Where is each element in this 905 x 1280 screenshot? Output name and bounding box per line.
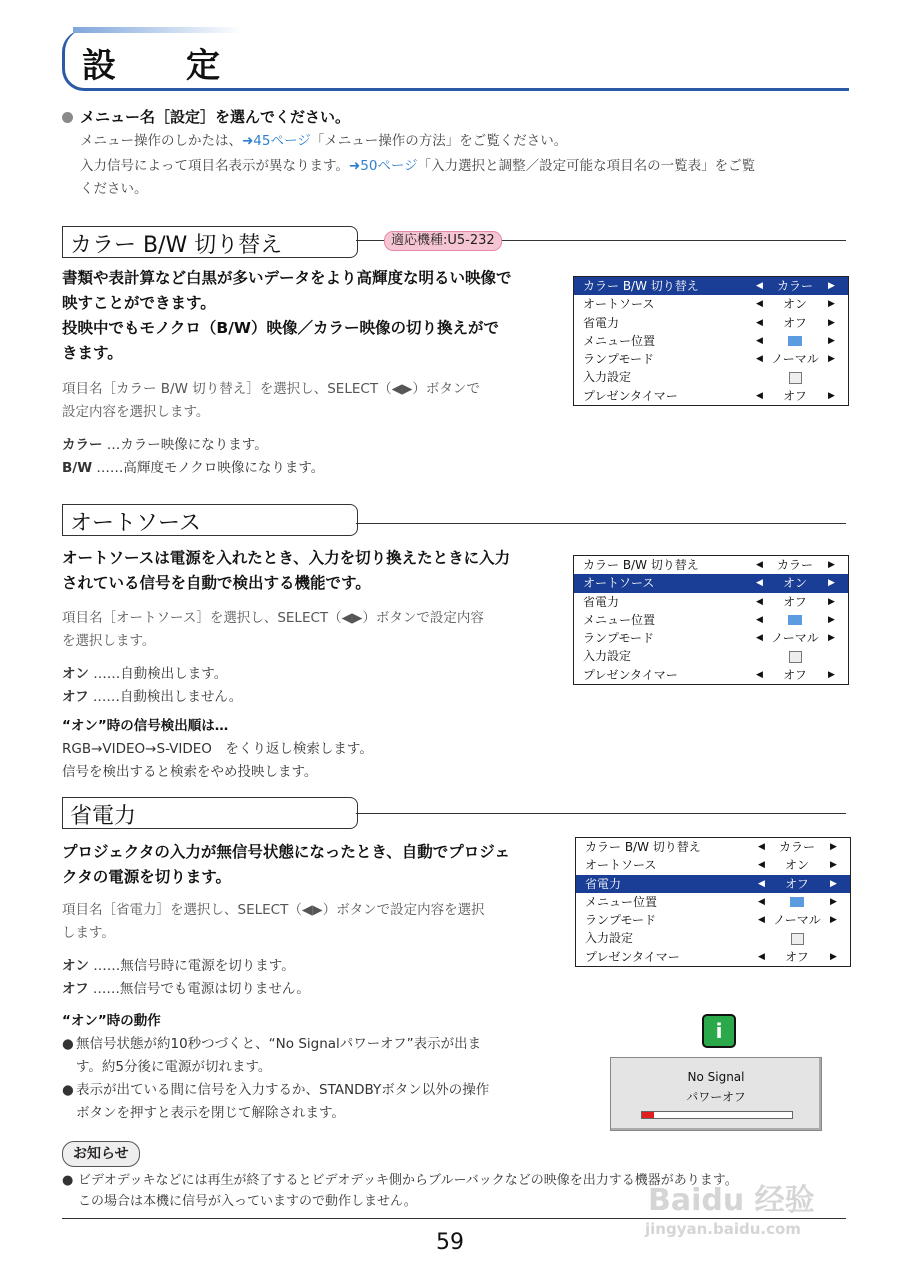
arrow-left-icon: ◀: [756, 390, 763, 401]
menu-row-value: ノーマル: [771, 352, 819, 367]
menu-row-label: ランプモード: [583, 631, 655, 646]
option-label: オン: [62, 958, 89, 974]
body-line: 設定内容を選択します。: [62, 404, 210, 420]
arrow-left-icon: ◀: [758, 842, 765, 852]
sub-note: [62, 715, 552, 784]
input-settings-icon: [770, 929, 824, 947]
menu-row[interactable]: [574, 666, 848, 684]
menu-row[interactable]: [574, 387, 848, 405]
menu-row-value: ノーマル: [773, 913, 821, 928]
arrow-left-icon: ◀: [756, 669, 763, 680]
menu-row[interactable]: [576, 911, 850, 929]
menu-row-label: 入力設定: [585, 931, 634, 946]
watermark-logo: Baidu 经验: [648, 1183, 815, 1218]
bullet-line: 表示が出ている間に信号を入力するか、STANDBYボタン以外の操作: [76, 1082, 490, 1098]
arrow-left-icon: ◀: [756, 633, 763, 644]
menu-row[interactable]: [574, 593, 848, 611]
arrow-right-icon: ▶: [828, 633, 835, 644]
sub-heading: “オン”時の信号検出順は…: [62, 718, 229, 734]
menu-row-label: メニュー位置: [585, 894, 658, 909]
arrow-right-icon: ▶: [828, 596, 835, 607]
arrow-right-icon: ▶: [828, 578, 835, 589]
osd-menu: [573, 276, 849, 406]
no-signal-text: No Signal: [687, 1070, 745, 1084]
arrow-left-icon: ◀: [758, 860, 765, 871]
intro-heading: メニュー名［設定］を選んでください。: [80, 108, 351, 126]
menu-row-value: カラー: [776, 279, 813, 293]
arrow-right-icon: ▶: [830, 860, 837, 871]
arrow-right-icon: ▶: [830, 896, 837, 907]
section-divider: [356, 523, 846, 524]
lead-text: [62, 266, 552, 366]
bullet-icon: [62, 112, 73, 123]
info-icon: i: [702, 1014, 736, 1048]
menu-row-value: オフ: [785, 876, 809, 891]
intro-line2: [80, 155, 755, 178]
menu-row[interactable]: [574, 277, 848, 295]
option-item: [62, 955, 552, 978]
menu-row-value: カラー: [776, 558, 813, 572]
option-item: [62, 663, 552, 686]
bullet-item: [62, 1033, 552, 1079]
lead-line: プロジェクタの入力が無信号状態になったとき、自動でプロジェ: [62, 843, 510, 861]
lead-line: クタの電源を切ります。: [62, 868, 231, 886]
arrow-right-icon: ▶: [828, 299, 835, 310]
sub-line: RGB→VIDEO→S-VIDEO をくり返し検索します。: [62, 741, 373, 757]
menu-row[interactable]: [576, 856, 850, 874]
notice-label: お知らせ: [62, 1141, 140, 1167]
menu-row[interactable]: [574, 314, 848, 332]
menu-row-label: オートソース: [583, 576, 655, 591]
menu-row-label: 省電力: [583, 594, 620, 609]
power-off-text: パワーオフ: [686, 1090, 746, 1104]
arrow-right-icon: ▶: [830, 951, 837, 962]
body-text: [62, 607, 552, 653]
menu-row-label: プレゼンタイマー: [583, 388, 678, 403]
menu-row-label: カラー B/W 切り替え: [583, 558, 699, 572]
menu-row[interactable]: [576, 838, 850, 856]
option-list: [62, 955, 552, 1001]
menu-row-label: 省電力: [585, 876, 622, 891]
menu-row[interactable]: [574, 295, 848, 313]
lead-line: 書類や表計算など白黒が多いデータをより高輝度な明るい映像で: [62, 269, 512, 287]
bullet-icon: ●: [62, 1173, 74, 1188]
option-desc: ……無信号時に電源を切ります。: [93, 958, 295, 974]
menu-row-label: 入力設定: [583, 370, 632, 385]
no-signal-dialog: [610, 1057, 822, 1131]
lead-line: きます。: [62, 344, 123, 362]
arrow-right-icon: ▶: [828, 669, 835, 680]
link-page50[interactable]: ➜50ページ: [348, 158, 418, 174]
arrow-right-icon: ▶: [828, 335, 835, 346]
menu-row-value: オフ: [785, 949, 809, 964]
page-number: 59: [436, 1230, 464, 1255]
option-label: オフ: [62, 689, 89, 705]
menu-row-label: プレゼンタイマー: [585, 949, 680, 964]
option-label: オフ: [62, 981, 89, 997]
menu-position-icon: [768, 611, 822, 629]
arrow-left-icon: ◀: [756, 596, 763, 607]
menu-row-label: プレゼンタイマー: [583, 667, 678, 682]
lead-text: [62, 840, 552, 890]
input-settings-icon: [768, 368, 822, 386]
arrow-left-icon: ◀: [758, 896, 765, 907]
menu-row-value: カラー: [778, 840, 815, 854]
arrow-left-icon: ◀: [756, 560, 763, 570]
section-divider: [356, 813, 846, 814]
menu-row[interactable]: [574, 629, 848, 647]
menu-row-label: 入力設定: [583, 649, 632, 664]
option-item: [62, 434, 552, 457]
sub-note: [62, 1010, 552, 1125]
option-desc: …カラー映像になります。: [106, 437, 268, 453]
arrow-left-icon: ◀: [756, 281, 763, 291]
menu-row-label: メニュー位置: [583, 612, 656, 627]
menu-row-label: カラー B/W 切り替え: [583, 279, 699, 293]
menu-row[interactable]: [574, 574, 848, 592]
menu-row-label: カラー B/W 切り替え: [585, 840, 701, 854]
option-desc: ……自動検出します。: [93, 666, 228, 682]
section-title-power-save: 省電力: [70, 804, 137, 829]
arrow-right-icon: ▶: [828, 614, 835, 625]
intro-line3: ください。: [80, 181, 148, 197]
menu-row-label: 省電力: [583, 315, 620, 330]
body-line: 項目名［省電力］を選択し、SELECT（◀▶）ボタンで設定内容を選択: [62, 902, 485, 918]
menu-row-value: オフ: [783, 315, 807, 330]
lead-line: オートソースは電源を入れたとき、入力を切り換えたときに入力: [62, 549, 511, 567]
menu-row[interactable]: [576, 948, 850, 966]
option-list: [62, 434, 552, 480]
menu-row[interactable]: [574, 368, 848, 386]
option-list: [62, 663, 552, 709]
progress-fill: [642, 1112, 654, 1118]
sub-line: 信号を検出すると検索をやめ投映します。: [62, 764, 318, 780]
menu-row-value: オン: [782, 297, 807, 312]
link-page45[interactable]: ➜45ページ: [242, 133, 311, 149]
menu-row-value: ノーマル: [771, 631, 819, 646]
menu-position-icon: [770, 893, 824, 911]
menu-row[interactable]: [574, 556, 848, 574]
body-line: を選択します。: [62, 633, 156, 649]
menu-row-label: オートソース: [583, 297, 655, 312]
menu-row-value: オフ: [783, 388, 807, 403]
bullet-line: 無信号状態が約10秒つづくと、“No Signalパワーオフ”表示が出ま: [76, 1036, 482, 1052]
intro-line2-post: 「入力選択と調整／設定可能な項目名の一覧表」をご覧: [417, 158, 756, 174]
bullet-line: ボタンを押すと表示を閉じて解除されます。: [76, 1105, 345, 1121]
arrow-right-icon: ▶: [830, 878, 837, 889]
menu-row[interactable]: [574, 332, 848, 350]
option-desc: ……自動検出しません。: [92, 689, 243, 705]
input-settings-icon: [768, 647, 822, 665]
option-label: カラー: [62, 437, 103, 453]
body-line: 項目名［カラー B/W 切り替え］を選択し、SELECT（◀▶）ボタンで: [62, 381, 480, 397]
arrow-right-icon: ▶: [830, 842, 837, 852]
bullet-item: [62, 1079, 552, 1125]
option-item: [62, 686, 552, 709]
arrow-left-icon: ◀: [756, 299, 763, 310]
notice-line: ビデオデッキなどには再生が終了するとビデオデッキ側からブルーバックなどの映像を出力する機器があります。: [78, 1173, 738, 1188]
menu-row-value: オフ: [783, 594, 807, 609]
menu-row-label: オートソース: [585, 858, 657, 873]
arrow-left-icon: ◀: [758, 878, 765, 889]
lead-line: 投映中でもモノクロ（B/W）映像／カラー映像の切り換えがで: [62, 319, 499, 337]
option-item: [62, 457, 552, 480]
menu-row-value: オフ: [783, 667, 807, 682]
menu-row-value: オン: [782, 576, 807, 591]
model-badge: 適応機種:U5-232: [384, 231, 502, 251]
arrow-left-icon: ◀: [756, 578, 763, 589]
intro-line1: [80, 130, 567, 153]
menu-row[interactable]: [576, 875, 850, 893]
menu-row-label: ランプモード: [583, 352, 655, 367]
body-text: [62, 899, 552, 945]
section-title-auto-source: オートソース: [70, 511, 201, 536]
arrow-right-icon: ▶: [830, 915, 837, 926]
body-text: [62, 378, 552, 424]
progress-bar: [641, 1111, 793, 1119]
menu-row-label: ランプモード: [585, 913, 657, 928]
lead-line: 映すことができます。: [62, 294, 216, 312]
arrow-right-icon: ▶: [828, 317, 835, 328]
osd-menu: [573, 555, 849, 685]
arrow-left-icon: ◀: [756, 335, 763, 346]
arrow-left-icon: ◀: [756, 614, 763, 625]
bullet-icon: ●: [62, 1036, 74, 1052]
intro-line1-post: 「メニュー操作の方法」をご覧ください。: [310, 133, 568, 149]
arrow-right-icon: ▶: [828, 560, 835, 570]
osd-menu: [575, 837, 851, 967]
arrow-left-icon: ◀: [756, 354, 763, 365]
menu-row-value: オン: [784, 858, 809, 873]
bullet-line: す。約5分後に電源が切れます。: [76, 1059, 272, 1075]
body-line: します。: [62, 925, 115, 941]
arrow-right-icon: ▶: [828, 354, 835, 365]
sub-heading: “オン”時の動作: [62, 1013, 161, 1029]
page-title: 設 定: [82, 46, 238, 86]
menu-row[interactable]: [576, 929, 850, 947]
arrow-right-icon: ▶: [828, 390, 835, 401]
menu-row[interactable]: [574, 611, 848, 629]
lead-line: されている信号を自動で検出する機能です。: [62, 574, 371, 592]
intro-line2-text: 入力信号によって項目名表示が異なります。: [80, 158, 349, 174]
arrow-left-icon: ◀: [758, 915, 765, 926]
menu-row[interactable]: [576, 893, 850, 911]
arrow-right-icon: ▶: [828, 281, 835, 291]
option-desc: ……高輝度モノクロ映像になります。: [96, 460, 325, 476]
menu-row[interactable]: [574, 647, 848, 665]
bullet-icon: ●: [62, 1082, 74, 1098]
menu-position-icon: [768, 332, 822, 350]
lead-text: [62, 546, 552, 596]
notice-line: この場合は本機に信号が入っていますので動作しません。: [78, 1194, 417, 1209]
body-line: 項目名［オートソース］を選択し、SELECT（◀▶）ボタンで設定内容: [62, 610, 484, 626]
arrow-left-icon: ◀: [758, 951, 765, 962]
option-label: B/W: [62, 460, 93, 476]
arrow-left-icon: ◀: [756, 317, 763, 328]
menu-row[interactable]: [574, 350, 848, 368]
intro-line1-text: メニュー操作のしかたは、: [80, 133, 242, 149]
option-label: オン: [62, 666, 89, 682]
section-title-color-bw: カラー B/W 切り替え: [70, 233, 283, 258]
option-item: [62, 978, 552, 1001]
option-desc: ……無信号でも電源は切りません。: [92, 981, 310, 997]
watermark-url: jingyan.baidu.com: [645, 1220, 801, 1238]
menu-row-label: メニュー位置: [583, 333, 656, 348]
